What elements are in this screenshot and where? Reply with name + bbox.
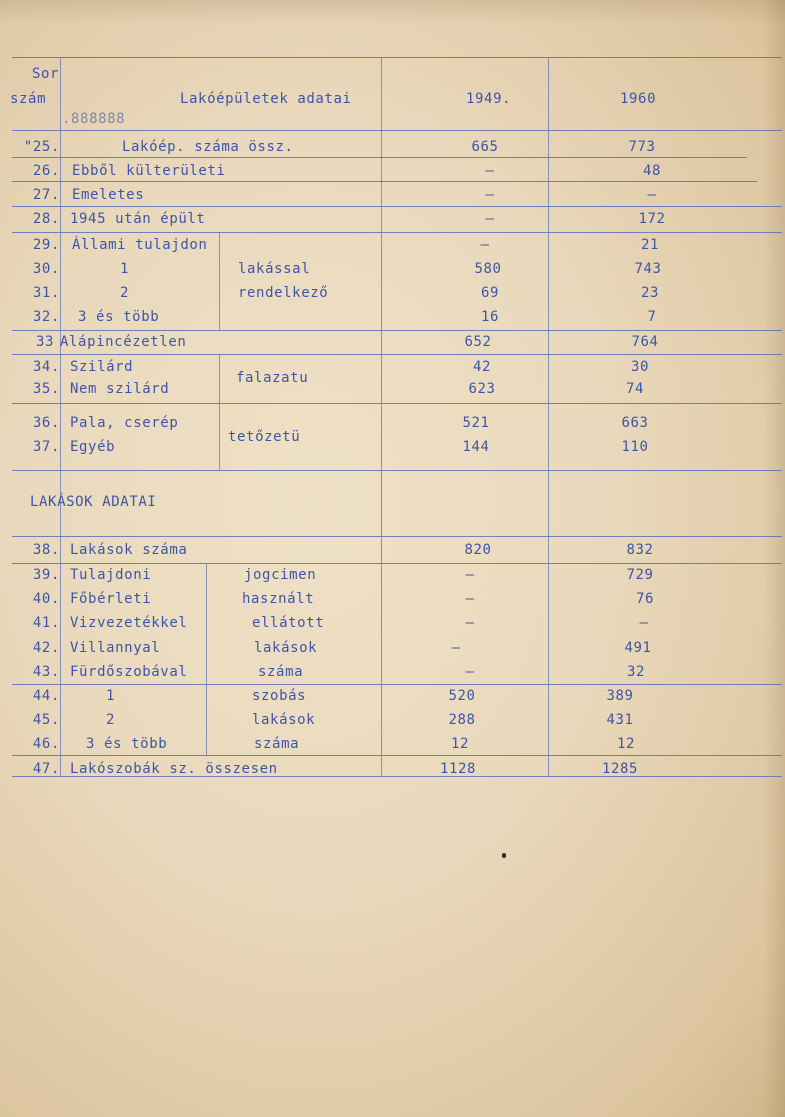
rule-row-28: [12, 232, 782, 233]
row-number: 29.: [32, 237, 60, 253]
value-1960: 491: [624, 640, 652, 656]
value-1960: 773: [628, 139, 656, 155]
value-1949: –: [485, 163, 495, 179]
row-number: 46.: [32, 736, 60, 752]
group-label-falazatu: falazatu: [236, 370, 309, 386]
group-label-lakassal: lakással: [238, 261, 311, 277]
row-label: Pala, cserép: [70, 415, 179, 431]
row-number: 36.: [32, 415, 60, 431]
value-1960: –: [639, 615, 649, 631]
row-label: Főbérleti: [70, 591, 152, 607]
group-label-lakasok-2: lakások: [252, 712, 316, 728]
row-label: 2: [106, 712, 116, 728]
value-1960: 32: [626, 664, 646, 680]
row-label: Alápincézetlen: [60, 334, 187, 350]
value-1949: 665: [471, 139, 499, 155]
value-1949: –: [485, 211, 495, 227]
value-1949: 820: [464, 542, 492, 558]
value-1949: 652: [464, 334, 492, 350]
row-label: 1: [120, 261, 130, 277]
row-label: Tulajdoni: [70, 567, 152, 583]
row-number: 44.: [32, 688, 60, 704]
group-label-szobas: szobás: [252, 688, 307, 704]
group-label-tetozetu: tetőzetü: [228, 429, 301, 445]
value-1949: 521: [462, 415, 490, 431]
row-label: 3 és több: [78, 309, 160, 325]
rule-row-37: [12, 470, 782, 471]
value-1960: 23: [640, 285, 660, 301]
value-1949: 12: [450, 736, 470, 752]
value-1949: –: [465, 615, 475, 631]
row-number: 37.: [32, 439, 60, 455]
row-number: 35.: [32, 381, 60, 397]
value-1949: –: [465, 664, 475, 680]
group-label-szama-2: száma: [254, 736, 300, 752]
vline-group-2: [219, 354, 220, 470]
row-number: 26.: [32, 163, 60, 179]
header-1960: 1960: [620, 91, 657, 107]
row-label: 1945 után épült: [70, 211, 206, 227]
row-label: Fürdőszobával: [70, 664, 188, 680]
value-1960: 76: [635, 591, 655, 607]
row-number: 28.: [32, 211, 60, 227]
value-1949: 623: [468, 381, 496, 397]
rule-top: [12, 57, 782, 58]
row-number: 39.: [32, 567, 60, 583]
row-label: 3 és több: [86, 736, 168, 752]
paper-shadow-right: [763, 0, 785, 1117]
row-number: 47.: [32, 761, 60, 777]
value-1960: 110: [621, 439, 649, 455]
vline-group-3: [206, 563, 207, 755]
row-label: Ebből külterületi: [72, 163, 226, 179]
value-1960: 48: [642, 163, 662, 179]
rule-row-46: [12, 755, 782, 756]
paper-shadow-top: [0, 0, 785, 24]
rule-row-35: [12, 403, 782, 404]
group-label-lakasok: lakások: [254, 640, 318, 656]
row-number: 45.: [32, 712, 60, 728]
row-label: Nem szilárd: [70, 381, 170, 397]
group-label-ellatott: ellátott: [252, 615, 325, 631]
value-1960: 1285: [601, 761, 639, 777]
row-label: 2: [120, 285, 130, 301]
value-1949: 288: [448, 712, 476, 728]
row-label: Lakószobák sz. összesen: [70, 761, 278, 777]
value-1949: 144: [462, 439, 490, 455]
vline-1960: [548, 57, 549, 776]
value-1949: 16: [480, 309, 500, 325]
value-1949: 520: [448, 688, 476, 704]
rule-row-38: [12, 563, 782, 564]
row-number: 42.: [32, 640, 60, 656]
row-number: 30.: [32, 261, 60, 277]
value-1960: 21: [640, 237, 660, 253]
value-1960: 389: [606, 688, 634, 704]
vline-no: [60, 57, 61, 776]
row-number: 43.: [32, 664, 60, 680]
value-1960: 74: [625, 381, 645, 397]
row-number: 40.: [32, 591, 60, 607]
value-1949: 69: [480, 285, 500, 301]
value-1960: 12: [616, 736, 636, 752]
row-number: 38.: [32, 542, 60, 558]
value-1960: 729: [626, 567, 654, 583]
row-label: Egyéb: [70, 439, 116, 455]
value-1960: –: [647, 187, 657, 203]
row-label: Lakások száma: [70, 542, 188, 558]
header-title: Lakóépületek adatai: [180, 91, 352, 107]
group-label-hasznalt: használt: [242, 591, 315, 607]
row-label: 1: [106, 688, 116, 704]
ink-spot: [502, 853, 506, 858]
row-label: Lakóép. száma össz.: [122, 139, 294, 155]
value-1949: –: [451, 640, 461, 656]
vline-1949: [381, 57, 382, 776]
header-struck-text: .888888: [62, 111, 126, 127]
row-number: 33: [35, 334, 54, 350]
row-number: 31.: [32, 285, 60, 301]
value-1960: 764: [631, 334, 659, 350]
value-1949: –: [465, 591, 475, 607]
section-title: LAKÁSOK ADATAI: [30, 494, 157, 510]
header-1949: 1949.: [466, 91, 512, 107]
group-label-szama: száma: [258, 664, 304, 680]
header-sor: Sor: [32, 66, 60, 82]
row-number: 32.: [32, 309, 60, 325]
header-szam: szám: [10, 91, 47, 107]
row-number: 34.: [32, 359, 60, 375]
rule-section: [12, 536, 782, 537]
row-number: 41.: [32, 615, 60, 631]
rule-row-43: [12, 684, 782, 685]
rule-row-33: [12, 354, 782, 355]
rule-header-bottom: [12, 130, 782, 131]
value-1960: 663: [621, 415, 649, 431]
value-1949: 580: [474, 261, 502, 277]
value-1949: –: [465, 567, 475, 583]
vline-group-1: [219, 232, 220, 330]
value-1960: 431: [606, 712, 634, 728]
value-1949: –: [485, 187, 495, 203]
value-1960: 832: [626, 542, 654, 558]
group-label-rendelkezo: rendelkező: [238, 285, 329, 301]
row-label: Emeletes: [72, 187, 145, 203]
row-label: Villannyal: [70, 640, 161, 656]
row-label: Vizvezetékkel: [70, 615, 188, 631]
row-label: Szilárd: [70, 359, 134, 375]
value-1960: 743: [634, 261, 662, 277]
group-label-jogcimen: jogcimen: [244, 567, 317, 583]
row-number: 27.: [32, 187, 60, 203]
value-1960: 7: [647, 309, 657, 325]
row-label: Állami tulajdon: [72, 237, 208, 253]
value-1949: 1128: [439, 761, 477, 777]
value-1960: 30: [630, 359, 650, 375]
rule-row-25: [12, 157, 747, 158]
value-1949: 42: [472, 359, 492, 375]
value-1960: 172: [638, 211, 666, 227]
row-number: "25.: [23, 139, 60, 155]
rule-row-27: [12, 206, 782, 207]
value-1949: –: [480, 237, 490, 253]
rule-row-26: [12, 181, 757, 182]
rule-row-32: [12, 330, 782, 331]
